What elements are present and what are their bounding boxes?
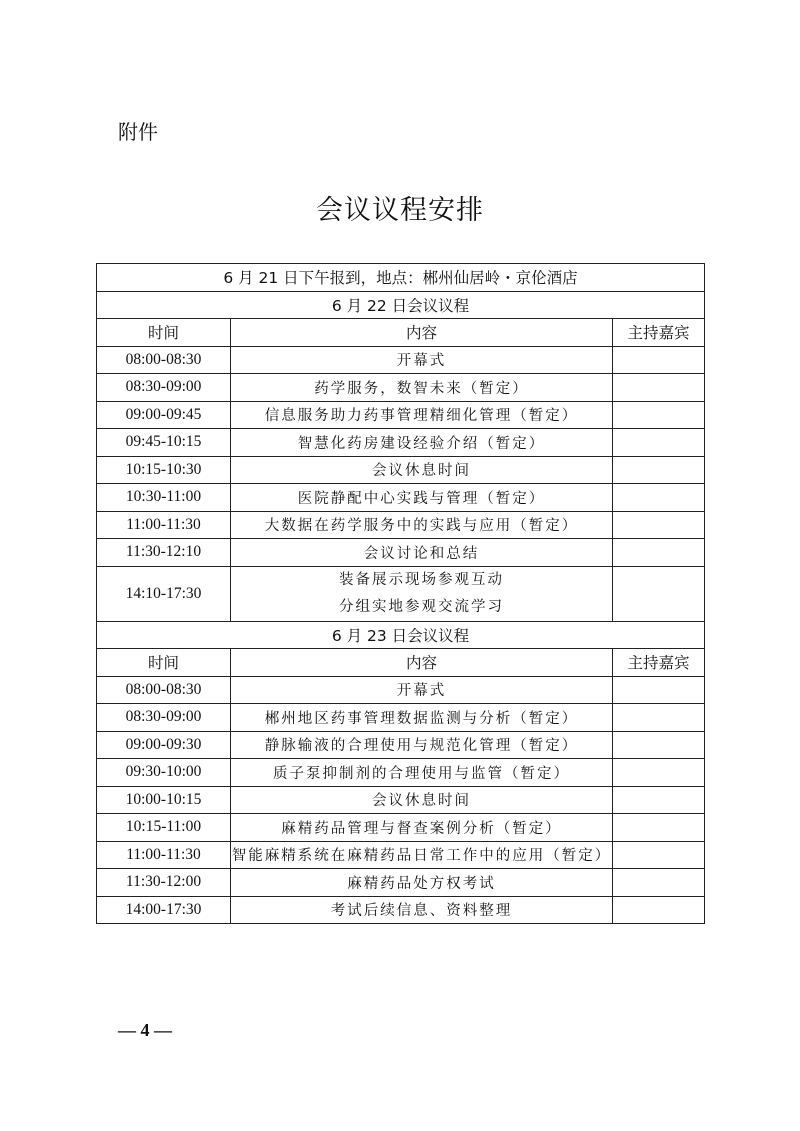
agenda-content — [231, 456, 613, 484]
host-column-header: 主持嘉宾 — [613, 649, 705, 677]
agenda-content — [231, 566, 613, 621]
agenda-content-line: 静脉输液的合理使用与规范化管理（暂定） — [264, 738, 579, 755]
agenda-row — [97, 869, 705, 897]
agenda-time: 08:00-08:30 — [97, 346, 231, 374]
agenda-host — [613, 539, 705, 567]
column-header-row — [97, 649, 705, 677]
agenda-content — [231, 539, 613, 567]
content-column-header: 内容 — [231, 319, 613, 347]
agenda-time: 11:00-11:30 — [97, 841, 231, 869]
agenda-host — [613, 346, 705, 374]
agenda-content — [231, 704, 613, 732]
agenda-row — [97, 511, 705, 539]
agenda-row — [97, 759, 705, 787]
agenda-host — [613, 896, 705, 924]
agenda-row — [97, 676, 705, 704]
agenda-content — [231, 401, 613, 429]
agenda-content-line: 智能麻精系统在麻精药品日常工作中的应用（暂定） — [231, 848, 612, 865]
agenda-time: 11:30-12:00 — [97, 869, 231, 897]
agenda-content — [231, 814, 613, 842]
agenda-content-line: 大数据在药学服务中的实践与应用（暂定） — [264, 518, 579, 535]
agenda-time: 10:30-11:00 — [97, 484, 231, 512]
agenda-row — [97, 896, 705, 924]
agenda-content — [231, 869, 613, 897]
agenda-table-body — [97, 264, 705, 924]
agenda-time: 10:15-10:30 — [97, 456, 231, 484]
agenda-host — [613, 731, 705, 759]
agenda-content-line: 智慧化药房建设经验介绍（暂定） — [297, 435, 546, 452]
agenda-row — [97, 456, 705, 484]
agenda-time: 09:00-09:45 — [97, 401, 231, 429]
agenda-time: 11:30-12:10 — [97, 539, 231, 567]
agenda-row — [97, 374, 705, 402]
attachment-label: 附件 — [118, 120, 158, 144]
registration-cell: 6 月 21 日下午报到，地点：郴州仙居岭・京伦酒店 — [97, 264, 705, 292]
day-header: 6 月 23 日会议议程 — [97, 621, 705, 649]
agenda-table — [96, 263, 705, 924]
page-number: — 4 — — [118, 1020, 172, 1040]
agenda-host — [613, 456, 705, 484]
agenda-content-line: 分组实地参观交流学习 — [339, 598, 504, 615]
agenda-content — [231, 511, 613, 539]
day-header-row — [97, 291, 705, 319]
agenda-content-line: 开幕式 — [396, 683, 447, 700]
agenda-content — [231, 896, 613, 924]
agenda-time: 08:30-09:00 — [97, 374, 231, 402]
agenda-host — [613, 511, 705, 539]
agenda-host — [613, 814, 705, 842]
agenda-time: 10:15-11:00 — [97, 814, 231, 842]
agenda-content-line: 质子泵抑制剂的合理使用与监管（暂定） — [273, 765, 570, 782]
agenda-host — [613, 374, 705, 402]
agenda-content — [231, 841, 613, 869]
agenda-content-line: 会议休息时间 — [372, 793, 471, 810]
agenda-row — [97, 841, 705, 869]
day-header: 6 月 22 日会议议程 — [97, 291, 705, 319]
agenda-content-line: 信息服务助力药事管理精细化管理（暂定） — [264, 408, 579, 425]
agenda-time: 09:00-09:30 — [97, 731, 231, 759]
agenda-time: 14:10-17:30 — [97, 566, 231, 621]
agenda-row — [97, 401, 705, 429]
agenda-content-line: 麻精药品处方权考试 — [347, 875, 496, 892]
agenda-host — [613, 841, 705, 869]
document-title: 会议议程安排 — [316, 195, 484, 226]
agenda-host — [613, 869, 705, 897]
agenda-content-line: 考试后续信息、资料整理 — [330, 903, 513, 920]
agenda-content-line: 郴州地区药事管理数据监测与分析（暂定） — [264, 710, 579, 727]
agenda-row — [97, 566, 705, 621]
agenda-time: 09:30-10:00 — [97, 759, 231, 787]
time-column-header: 时间 — [97, 649, 231, 677]
agenda-time: 08:00-08:30 — [97, 676, 231, 704]
agenda-time: 14:00-17:30 — [97, 896, 231, 924]
agenda-content-line: 装备展示现场参观互动 — [339, 571, 504, 588]
agenda-host — [613, 786, 705, 814]
agenda-row — [97, 346, 705, 374]
agenda-row — [97, 539, 705, 567]
agenda-content — [231, 429, 613, 457]
agenda-time: 10:00-10:15 — [97, 786, 231, 814]
agenda-host — [613, 429, 705, 457]
agenda-host — [613, 704, 705, 732]
agenda-content-line: 麻精药品管理与督查案例分析（暂定） — [281, 820, 562, 837]
agenda-content — [231, 346, 613, 374]
agenda-row — [97, 814, 705, 842]
agenda-row — [97, 704, 705, 732]
agenda-content — [231, 759, 613, 787]
agenda-row — [97, 429, 705, 457]
agenda-content — [231, 676, 613, 704]
agenda-content — [231, 786, 613, 814]
agenda-content — [231, 484, 613, 512]
agenda-host — [613, 676, 705, 704]
agenda-host — [613, 759, 705, 787]
agenda-row — [97, 731, 705, 759]
column-header-row — [97, 319, 705, 347]
agenda-host — [613, 484, 705, 512]
agenda-time: 09:45-10:15 — [97, 429, 231, 457]
agenda-row — [97, 484, 705, 512]
agenda-host — [613, 566, 705, 621]
agenda-content-line: 开幕式 — [396, 353, 447, 370]
agenda-content-line: 会议休息时间 — [372, 463, 471, 480]
registration-row — [97, 264, 705, 292]
host-column-header: 主持嘉宾 — [613, 319, 705, 347]
agenda-content-line: 医院静配中心实践与管理（暂定） — [297, 490, 546, 507]
time-column-header: 时间 — [97, 319, 231, 347]
agenda-row — [97, 786, 705, 814]
agenda-content — [231, 374, 613, 402]
agenda-time: 08:30-09:00 — [97, 704, 231, 732]
agenda-host — [613, 401, 705, 429]
agenda-content-line: 会议讨论和总结 — [363, 545, 480, 562]
content-column-header: 内容 — [231, 649, 613, 677]
agenda-content — [231, 731, 613, 759]
agenda-content-line: 药学服务，数智未来（暂定） — [314, 380, 529, 397]
day-header-row — [97, 621, 705, 649]
agenda-time: 11:00-11:30 — [97, 511, 231, 539]
